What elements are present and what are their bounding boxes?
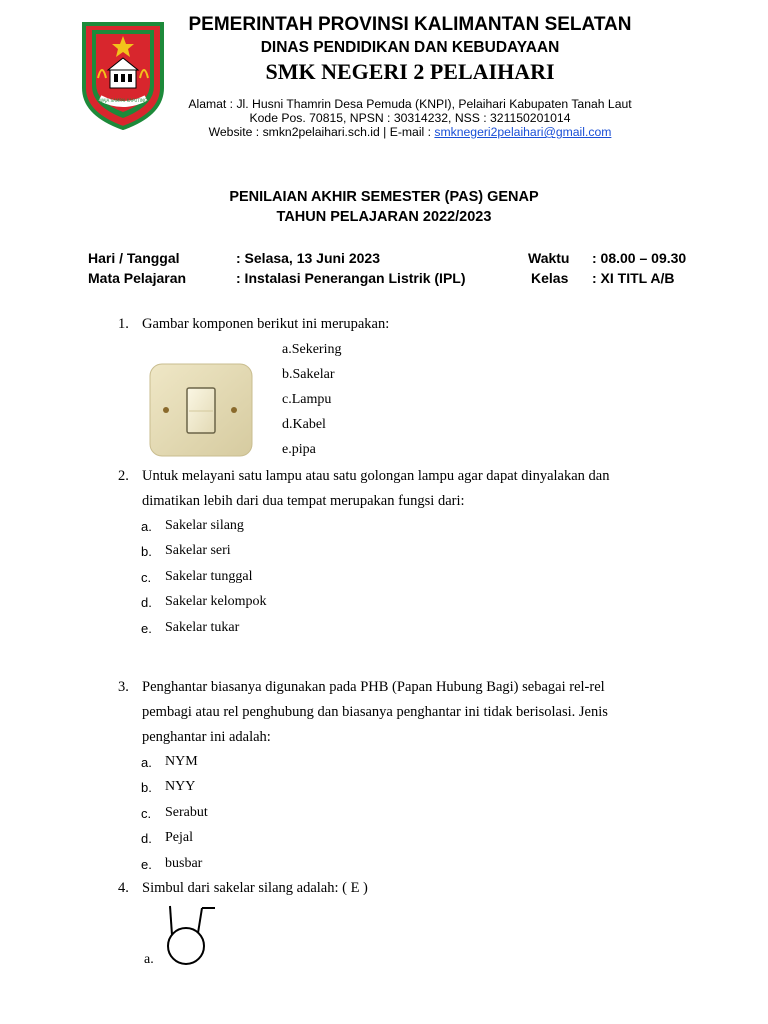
question-text: Gambar komponen berikut ini merupakan: bbox=[142, 316, 390, 332]
header-contact bbox=[172, 125, 648, 139]
option-item: d.Kabel bbox=[282, 417, 326, 432]
header-school: SMK NEGERI 2 PELAIHARI bbox=[265, 59, 555, 84]
time-label: Waktu bbox=[528, 250, 570, 266]
option-label: c. bbox=[141, 570, 152, 585]
light-switch-image bbox=[148, 362, 254, 458]
day-value: : Selasa, 13 Juni 2023 bbox=[236, 250, 380, 266]
question-number: 3. bbox=[118, 679, 129, 695]
website-text: Website : smkn2pelaihari.sch.id | E-mail : bbox=[208, 125, 435, 139]
class-value: : XI TITL A/B bbox=[592, 270, 675, 286]
option-label: d. bbox=[141, 831, 152, 846]
option-item: e.pipa bbox=[282, 442, 316, 457]
day-label: Hari / Tanggal bbox=[88, 250, 180, 266]
header-postcode: Kode Pos. 70815, NPSN : 30314232, NSS : 321150201014 bbox=[249, 111, 571, 125]
option-label: b. bbox=[141, 780, 152, 795]
option-item: c.Lampu bbox=[282, 392, 332, 407]
exam-year: TAHUN PELAJARAN 2022/2023 bbox=[276, 209, 492, 225]
option-item: NYM bbox=[165, 754, 198, 769]
question-number: 2. bbox=[118, 468, 129, 484]
subject-value: : Instalasi Penerangan Listrik (IPL) bbox=[236, 270, 466, 286]
option-item: a.Sekering bbox=[282, 342, 342, 357]
option-item: b.Sakelar bbox=[282, 367, 335, 382]
header-department: DINAS PENDIDIKAN DAN KEBUDAYAAN bbox=[260, 39, 560, 56]
email-link[interactable]: smknegeri2pelaihari@gmail.com bbox=[434, 125, 612, 139]
question-text: penghantar ini adalah: bbox=[142, 729, 271, 745]
question-number: 4. bbox=[118, 880, 129, 896]
cross-switch-symbol-icon bbox=[162, 902, 222, 968]
option-item: Sakelar silang bbox=[165, 518, 244, 533]
question-text: Untuk melayani satu lampu atau satu golongan lampu agar dapat dinyalakan dan bbox=[142, 468, 610, 484]
class-label: Kelas bbox=[531, 270, 569, 286]
option-label: c. bbox=[141, 806, 152, 821]
logo-motto: WAJA SAMPAI KAPUTING bbox=[98, 98, 148, 103]
header-address: Alamat : Jl. Husni Thamrin Desa Pemuda (KNPI), Pelaihari Kabupaten Tanah Laut bbox=[188, 97, 632, 111]
question-text: Simbul dari sakelar silang adalah: ( E ) bbox=[142, 880, 368, 896]
option-item: Sakelar tunggal bbox=[165, 569, 253, 584]
option-label: e. bbox=[141, 857, 152, 872]
question-text: Penghantar biasanya digunakan pada PHB (Papan Hubung Bagi) sebagai rel-rel bbox=[142, 679, 605, 695]
question-text: pembagi atau rel penghubung dan biasanya penghantar ini tidak berisolasi. Jenis bbox=[142, 704, 608, 720]
option-label: a. bbox=[141, 519, 152, 534]
exam-title: PENILAIAN AKHIR SEMESTER (PAS) GENAP bbox=[229, 189, 539, 205]
option-item: Serabut bbox=[165, 805, 208, 820]
option-item: Pejal bbox=[165, 830, 193, 845]
subject-label: Mata Pelajaran bbox=[88, 270, 187, 286]
question-text: dimatikan lebih dari dua tempat merupakan fungsi dari: bbox=[142, 493, 465, 509]
option-item: busbar bbox=[165, 856, 203, 871]
option-item: NYY bbox=[165, 779, 196, 794]
option-item: Sakelar kelompok bbox=[165, 594, 267, 609]
option-label: e. bbox=[141, 621, 152, 636]
province-logo bbox=[80, 18, 166, 130]
option-label: a. bbox=[144, 952, 154, 967]
option-label: b. bbox=[141, 544, 152, 559]
question-number: 1. bbox=[118, 316, 129, 332]
option-label: d. bbox=[141, 595, 152, 610]
time-value: : 08.00 – 09.30 bbox=[592, 250, 687, 266]
option-label: a. bbox=[141, 755, 152, 770]
option-item: Sakelar seri bbox=[165, 543, 231, 558]
option-item: Sakelar tukar bbox=[165, 620, 240, 635]
header-government: PEMERINTAH PROVINSI KALIMANTAN SELATAN bbox=[188, 14, 632, 35]
